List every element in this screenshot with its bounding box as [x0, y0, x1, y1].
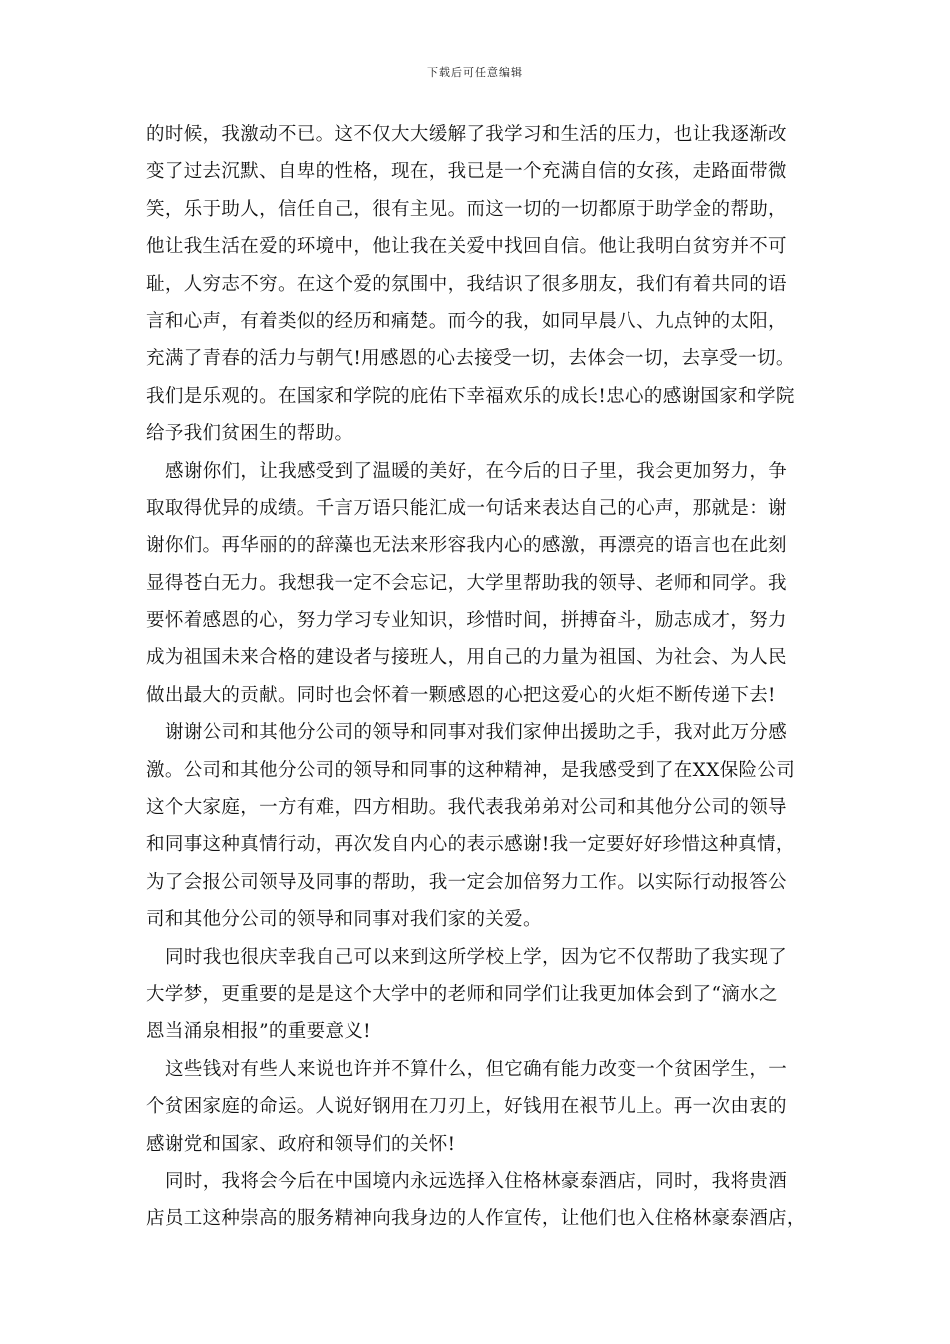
document-body: [146, 116, 806, 1238]
text-line: 司和其他分公司的领导和同事对我们家的关爱。: [146, 909, 542, 931]
text-line: 店员工这种崇高的服务精神向我身边的人作宣传，让他们也入住格林豪泰酒店，: [146, 1208, 806, 1230]
text-line: 的时候，我激动不已。这不仅大大缓解了我学习和生活的压力，也让我逐渐改: [146, 124, 787, 145]
paragraph-first-line: 同时我也很庆幸我自己可以来到这所学校上学，因为它不仅帮助了我实现了: [165, 946, 788, 968]
text-line: 大学梦，更重要的是是这个大学中的老师和同学们让我更加体会到了“滴水之: [146, 983, 778, 1005]
text-line: 成为祖国未来合格的建设者与接班人，用自己的力量为祖国、为社会、为人民: [146, 647, 787, 669]
text-line: 这个大家庭，一方有难，四方相助。我代表我弟弟对公司和其他分公司的领导: [146, 797, 787, 819]
text-line: 谢你们。再华丽的的辞藻也无法来形容我内心的感激，再漂亮的语言也在此刻: [146, 535, 787, 557]
text-line: 笑，乐于助人，信任自己，很有主见。而这一切的一切都原于助学金的帮助，: [146, 198, 787, 220]
page-header-note: 下载后可任意编辑: [427, 66, 523, 79]
text-line: 个贫困家庭的命运。人说好钢用在刀刃上，好钱用在裉节儿上。再一次由衷的: [146, 1096, 787, 1118]
paragraph-first-line: 同时，我将会今后在中国境内永远选择入住格林豪泰酒店，同时，我将贵酒: [165, 1170, 788, 1192]
text-line: 变了过去沉默、自卑的性格，现在，我已是一个充满自信的女孩，走路面带微: [146, 161, 787, 183]
text-line: 我们是乐观的。在国家和学院的庇佑下幸福欢乐的成长!忠心的感谢国家和学院: [146, 385, 795, 407]
text-line: 他让我生活在爱的环境中，他让我在关爱中找回自信。他让我明白贫穷并不可: [146, 236, 787, 258]
text-line: 显得苍白无力。我想我一定不会忘记，大学里帮助我的领导、老师和同学。我: [146, 572, 787, 594]
text-line: 为了会报公司领导及同事的帮助，我一定会加倍努力工作。以实际行动报答公: [146, 871, 787, 893]
text-line: 充满了青春的活力与朝气!用感恩的心去接受一切，去体会一切，去享受一切。: [146, 348, 795, 370]
paragraph-first-line: 谢谢公司和其他分公司的领导和同事对我们家伸出援助之手，我对此万分感: [165, 722, 788, 744]
text-line: 和同事这种真情行动，再次发自内心的表示感谢!我一定要好好珍惜这种真情，: [146, 834, 795, 856]
text-line: 取取得优异的成绩。千言万语只能汇成一句话来表达自己的心声，那就是：谢: [146, 497, 787, 519]
text-line: 感谢党和国家、政府和领导们的关怀!: [146, 1133, 456, 1155]
text-line: 要怀着感恩的心，努力学习专业知识，珍惜时间，拼搏奋斗，励志成才，努力: [146, 610, 787, 632]
text-line: 言和心声，有着类似的经历和痛楚。而今的我，如同早晨八、九点钟的太阳，: [146, 310, 787, 332]
text-line: 做出最大的贡献。同时也会怀着一颗感恩的心把这爱心的火炬不断传递下去!: [146, 684, 776, 706]
text-line: 激。公司和其他分公司的领导和同事的这种精神，是我感受到了在XX保险公司: [146, 759, 796, 781]
text-line: 给予我们贫困生的帮助。: [146, 423, 354, 445]
paragraph-first-line: 这些钱对有些人来说也许并不算什么，但它确有能力改变一个贫困学生，一: [165, 1058, 788, 1080]
paragraph-first-line: 感谢你们，让我感受到了温暖的美好，在今后的日子里，我会更加努力，争: [165, 460, 788, 482]
text-line: 恩当涌泉相报”的重要意义!: [146, 1021, 371, 1043]
text-line: 耻，人穷志不穷。在这个爱的氛围中，我结识了很多朋友，我们有着共同的语: [146, 273, 787, 295]
